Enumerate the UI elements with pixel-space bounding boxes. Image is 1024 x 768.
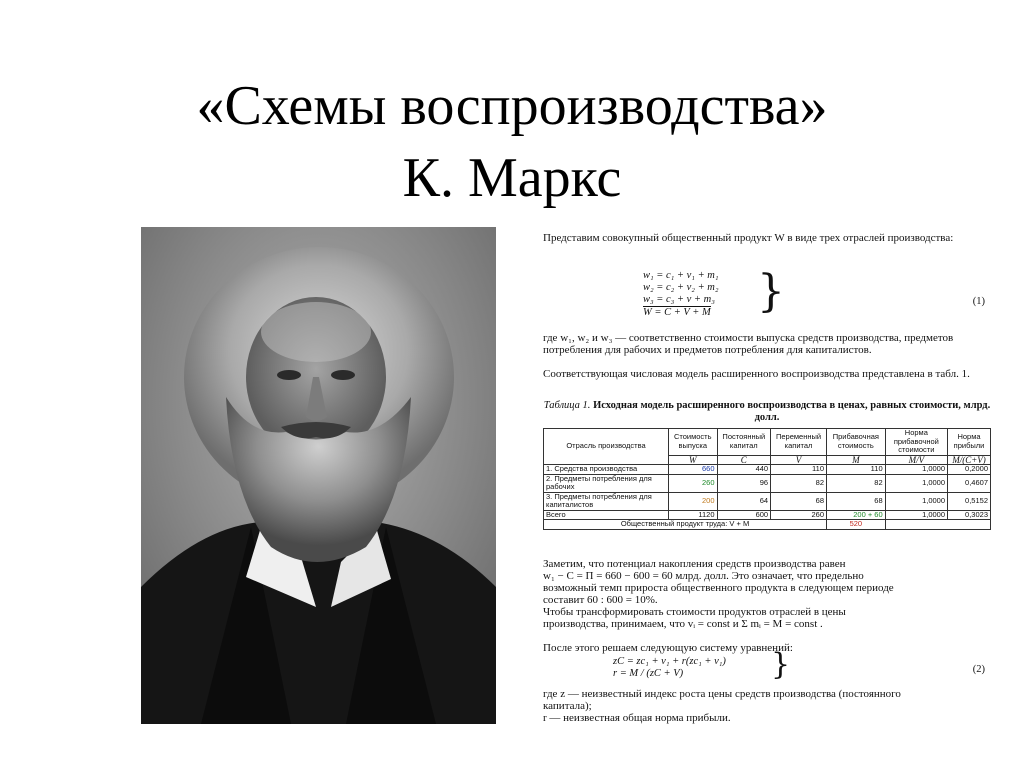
- footer-value: 520: [827, 520, 886, 530]
- header-variable: Переменный капитал: [771, 429, 827, 456]
- header-output: Стоимость выпуска: [669, 429, 718, 456]
- table-caption: [543, 400, 991, 424]
- cell-w: 200: [669, 492, 718, 510]
- cell-profit: 0,4607: [948, 474, 991, 492]
- table-row-total: [544, 510, 991, 520]
- title-line-2: К. Маркс: [402, 147, 622, 209]
- symbol-v: V: [771, 455, 827, 465]
- table-row: [544, 492, 991, 510]
- row-name: 3. Предметы потребления для капиталистов: [544, 492, 669, 510]
- cell-mv: 1,0000: [885, 465, 947, 475]
- symbol-c: C: [717, 455, 771, 465]
- footer-empty: [885, 520, 990, 530]
- cell-mv: 1,0000: [885, 510, 947, 520]
- cell-v: 260: [771, 510, 827, 520]
- equation-number-2: (2): [972, 664, 985, 675]
- table-row: [544, 474, 991, 492]
- header-constant: Постоянный капитал: [717, 429, 771, 456]
- table-footer-row: [544, 520, 991, 530]
- cell-mv: 1,0000: [885, 474, 947, 492]
- paragraph-3: После этого решаем следующую систему уравнений:: [543, 642, 793, 654]
- header-branch: Отрасль производства: [544, 429, 669, 465]
- equation-line: zC = zc₁ + v₁ + r(zc₁ + v₁): [613, 656, 726, 667]
- cell-c: 64: [717, 492, 771, 510]
- intro-text: Представим совокупный общественный продукт W в виде трех отраслей производства:: [543, 232, 954, 244]
- table-header-row: [544, 429, 991, 456]
- symbol-m: M: [827, 455, 886, 465]
- equation-line: W = C + V + M: [643, 307, 711, 318]
- cell-m: 82: [827, 474, 886, 492]
- brace-symbol: }: [757, 266, 785, 317]
- symbol-profit: M/(C+V): [948, 455, 991, 465]
- paragraph-line: Чтобы трансформировать стоимости продуктов отраслей в цены: [543, 606, 846, 618]
- paragraph-line: где z — неизвестный индекс роста цены средств производства (постоянного: [543, 688, 901, 700]
- brace-symbol-2: }: [771, 647, 791, 682]
- where-text-1: где w₁, w₂ и w₃ — соответственно стоимости выпуска средств производства, предметов потребления для рабочих и предметов потребления для капиталистов.: [543, 332, 954, 356]
- table-row: [544, 465, 991, 475]
- equation-line: w₁ = c₁ + v₁ + m₁: [643, 270, 719, 281]
- cell-profit: 0,3023: [948, 510, 991, 520]
- cell-m: 200 + 60: [827, 510, 886, 520]
- equation-system-1: [643, 270, 719, 319]
- paragraph-line: Заметим, что потенциал накопления средств производства равен: [543, 558, 846, 570]
- cell-c: 440: [717, 465, 771, 475]
- portrait-photo: [141, 227, 496, 724]
- cell-m: 68: [827, 492, 886, 510]
- cell-c: 600: [717, 510, 771, 520]
- cell-c: 96: [717, 474, 771, 492]
- where-text-2: [543, 688, 988, 724]
- equation-number-1: (1): [972, 296, 985, 307]
- cell-v: 68: [771, 492, 827, 510]
- equation-system-2: [613, 656, 726, 680]
- cell-w: 660: [669, 465, 718, 475]
- slide-title: [0, 70, 1024, 214]
- document-excerpt: [543, 232, 991, 728]
- symbol-w: W: [669, 455, 718, 465]
- footer-label: Общественный продукт труда: V + M: [544, 520, 827, 530]
- equation-line: w₃ = c₃ + v + m₃: [643, 294, 715, 305]
- equation-line: r = M / (zC + V): [613, 668, 684, 679]
- row-name: 2. Предметы потребления для рабочих: [544, 474, 669, 492]
- cell-m: 110: [827, 465, 886, 475]
- paragraph-2: [543, 558, 988, 630]
- equation-line: w₂ = c₂ + v₂ + m₂: [643, 282, 719, 293]
- symbol-mv: M/V: [885, 455, 947, 465]
- cell-profit: 0,5152: [948, 492, 991, 510]
- table-caption-prefix: Таблица 1.: [543, 400, 591, 411]
- model-text: Соответствующая числовая модель расширенного воспроизводства представлена в табл. 1.: [543, 368, 970, 380]
- paragraph-line: w₁ − C = П = 660 − 600 = 60 млрд. долл. Это означает, что предельно: [543, 570, 864, 582]
- paragraph-line: производства, принимаем, что vᵢ = const и Σ mᵢ = M = const .: [543, 618, 823, 630]
- row-name: 1. Средства производства: [544, 465, 669, 475]
- paragraph-line: капитала);: [543, 700, 592, 712]
- cell-profit: 0,2000: [948, 465, 991, 475]
- title-line-1: «Схемы воспроизводства»: [196, 75, 828, 137]
- header-profit-rate: Норма прибыли: [948, 429, 991, 456]
- cell-w: 1120: [669, 510, 718, 520]
- cell-v: 110: [771, 465, 827, 475]
- cell-mv: 1,0000: [885, 492, 947, 510]
- header-surplus: Прибавочная стоимость: [827, 429, 886, 456]
- paragraph-line: возможный темп прироста общественного продукта в следующем периоде: [543, 582, 894, 594]
- cell-v: 82: [771, 474, 827, 492]
- cell-w: 260: [669, 474, 718, 492]
- paragraph-line: r — неизвестная общая норма прибыли.: [543, 712, 731, 724]
- reproduction-table: [543, 428, 991, 530]
- header-surplus-rate: Норма прибавочной стоимости: [885, 429, 947, 456]
- table-caption-text: Исходная модель расширенного воспроизводства в ценах, равных стоимости, млрд. долл.: [593, 400, 991, 423]
- row-name: Всего: [544, 510, 669, 520]
- paragraph-line: составит 60 : 600 = 10%.: [543, 594, 658, 606]
